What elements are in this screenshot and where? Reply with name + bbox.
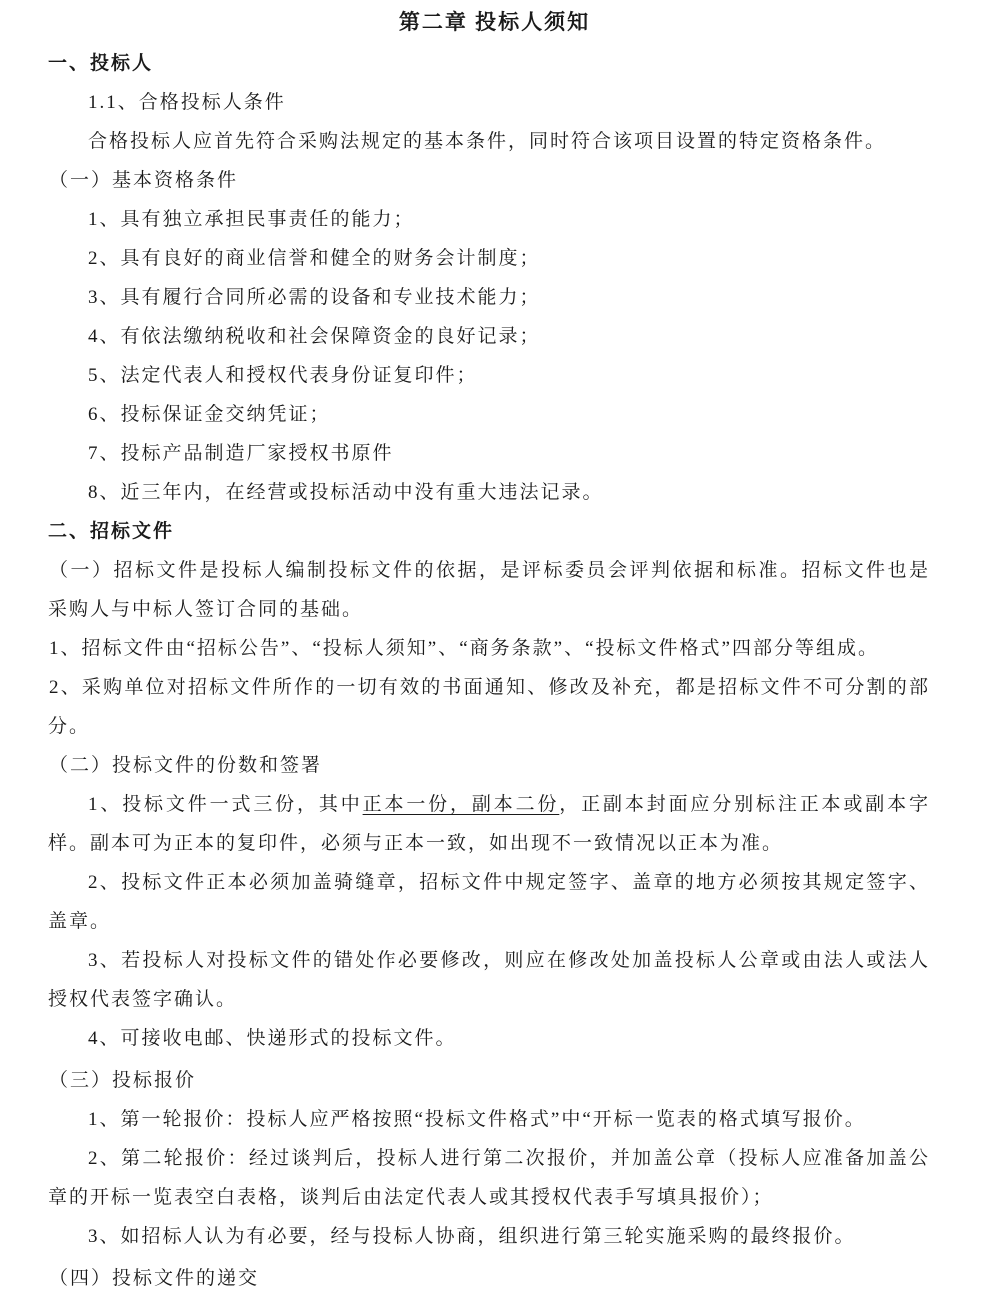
text-segment: （四）投标文件的递交 bbox=[49, 1268, 260, 1289]
text-segment: 8、近三年内，在经营或投标活动中没有重大违法记录。 bbox=[88, 482, 604, 503]
paragraph bbox=[48, 1139, 930, 1217]
text-segment: 1、招标文件由“招标公告”、“投标人须知”、“商务条款”、“投标文件格式”四部分等组成。 bbox=[49, 638, 879, 659]
text-segment: 1、投标文件一式三份，其中 bbox=[88, 794, 363, 815]
paragraph bbox=[48, 629, 930, 668]
text-segment: （三）投标报价 bbox=[49, 1070, 197, 1091]
text-segment: 1.1、合格投标人条件 bbox=[88, 92, 286, 113]
text-segment: （一）基本资格条件 bbox=[49, 170, 239, 191]
paragraph bbox=[48, 395, 930, 434]
text-segment: 4、有依法缴纳税收和社会保障资金的良好记录； bbox=[88, 326, 541, 347]
paragraph bbox=[48, 239, 930, 278]
text-segment: 3、如招标人认为有必要，经与投标人协商，组织进行第三轮实施采购的最终报价。 bbox=[88, 1226, 856, 1247]
paragraph bbox=[48, 785, 930, 863]
paragraph bbox=[48, 278, 930, 317]
text-segment: ，正副本封面应分别标注正本或副本字样。副本可为正本的复印件，必须与正本一致，如出现不一致情况以正本为准。 bbox=[48, 794, 930, 854]
text-segment: （一）招标文件是投标人编制投标文件的依据，是评标委员会评判依据和标准。招标文件也是采购人与中标人签订合同的基础。 bbox=[48, 560, 930, 620]
paragraph bbox=[48, 746, 930, 785]
text-segment: 5、法定代表人和授权代表身份证复印件； bbox=[88, 365, 478, 386]
text-segment: 一、投标人 bbox=[48, 53, 154, 74]
paragraph bbox=[48, 1259, 930, 1298]
text-segment: 6、投标保证金交纳凭证； bbox=[88, 404, 331, 425]
paragraph bbox=[48, 434, 930, 473]
paragraph bbox=[48, 941, 930, 1019]
text-segment: 7、投标产品制造厂家授权书原件 bbox=[88, 443, 394, 464]
underlined-text: 正本一份，副本二份 bbox=[362, 794, 560, 815]
paragraph bbox=[48, 122, 930, 161]
paragraph bbox=[48, 473, 930, 512]
text-segment: 2、第二轮报价：经过谈判后，投标人进行第二次报价，并加盖公章（投标人应准备加盖公章的开标一览表空白表格，谈判后由法定代表人或其授权代表手写填具报价）； bbox=[48, 1148, 930, 1208]
text-segment: 2、采购单位对招标文件所作的一切有效的书面通知、修改及补充，都是招标文件不可分割的部分。 bbox=[48, 677, 930, 737]
paragraph bbox=[48, 512, 930, 551]
text-segment: 二、招标文件 bbox=[48, 521, 175, 542]
paragraph bbox=[48, 1100, 930, 1139]
paragraph bbox=[48, 1217, 930, 1256]
text-segment: 1、第一轮报价：投标人应严格按照“投标文件格式”中“开标一览表的格式填写报价。 bbox=[88, 1109, 866, 1130]
paragraph bbox=[48, 200, 930, 239]
text-segment: 2、投标文件正本必须加盖骑缝章，招标文件中规定签字、盖章的地方必须按其规定签字、盖章。 bbox=[48, 872, 930, 932]
paragraph bbox=[48, 83, 930, 122]
paragraph bbox=[48, 317, 930, 356]
text-segment: （二）投标文件的份数和签署 bbox=[49, 755, 323, 776]
paragraph bbox=[48, 1019, 930, 1058]
text-segment: 合格投标人应首先符合采购法规定的基本条件，同时符合该项目设置的特定资格条件。 bbox=[88, 131, 887, 152]
paragraph bbox=[48, 356, 930, 395]
text-segment: 3、具有履行合同所必需的设备和专业技术能力； bbox=[88, 287, 541, 308]
paragraph bbox=[48, 1061, 930, 1100]
text-segment: 2、具有良好的商业信誉和健全的财务会计制度； bbox=[88, 248, 541, 269]
paragraph bbox=[48, 161, 930, 200]
document-title: 第二章 投标人须知 bbox=[398, 10, 591, 34]
paragraph bbox=[48, 551, 930, 629]
paragraph bbox=[48, 44, 930, 83]
text-segment: 4、可接收电邮、快递形式的投标文件。 bbox=[88, 1028, 457, 1049]
text-segment: 3、若投标人对投标文件的错处作必要修改，则应在修改处加盖投标人公章或由法人或法人授权代表签字确认。 bbox=[48, 950, 930, 1010]
paragraph bbox=[48, 863, 930, 941]
text-segment: 1、具有独立承担民事责任的能力； bbox=[88, 209, 415, 230]
paragraph bbox=[48, 668, 930, 746]
document-body bbox=[48, 44, 930, 1298]
